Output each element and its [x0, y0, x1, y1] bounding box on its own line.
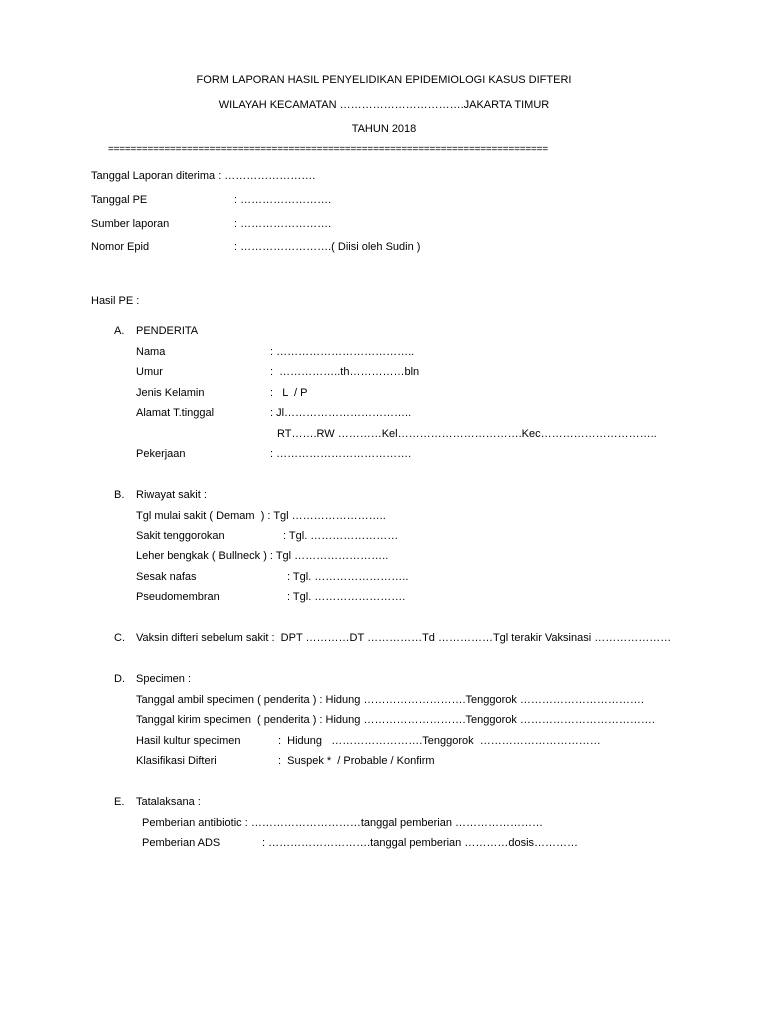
- section-d-title: Specimen :: [136, 673, 192, 685]
- received-date-line: Tanggal Laporan diterima : …………………….: [91, 170, 316, 182]
- pekerjaan-label: Pekerjaan: [136, 448, 186, 460]
- sesak-value: : Tgl. ……………………..: [287, 571, 409, 583]
- sesak-label: Sesak nafas: [136, 571, 197, 583]
- ads-label: Pemberian ADS: [142, 837, 221, 849]
- jenis-kelamin-value: : L / P: [270, 387, 308, 399]
- klasifikasi-value: : Suspek * / Probable / Konfirm: [278, 755, 435, 767]
- pekerjaan-value: : ……………………………….: [270, 448, 412, 460]
- nama-value: : ………………………………..: [270, 346, 415, 358]
- source-label: Sumber laporan: [91, 218, 170, 230]
- pe-date-value: : …………………….: [234, 194, 332, 206]
- pseudomembran-value: : Tgl. …………………….: [287, 591, 406, 603]
- section-b-marker: B.: [114, 489, 125, 501]
- year-line: TAHUN 2018: [351, 123, 417, 135]
- demam-line: Tgl mulai sakit ( Demam ) : Tgl ……………………..: [136, 510, 386, 522]
- divider-rule: ==============================================================================: [108, 144, 548, 155]
- epid-value: : …………………….( Diisi oleh Sudin ): [234, 241, 421, 253]
- vaksin-line: Vaksin difteri sebelum sakit : DPT …………DT ……………Td ……………Tgl terakir Vaksinasi …………………: [136, 632, 672, 644]
- umur-value: : ……………..th……………bln: [270, 366, 420, 378]
- section-a-title: PENDERITA: [136, 325, 199, 337]
- tenggorokan-label: Sakit tenggorokan: [136, 530, 225, 542]
- tenggorokan-value: : Tgl. ……………………: [283, 530, 399, 542]
- source-value: : …………………….: [234, 218, 332, 230]
- nama-label: Nama: [136, 346, 166, 358]
- antibiotic-line: Pemberian antibiotic : …………………………tanggal pemberian ……………………: [142, 817, 544, 829]
- pseudomembran-label: Pseudomembran: [136, 591, 220, 603]
- region-line: WILAYAH KECAMATAN …………………………….JAKARTA TIMUR: [218, 99, 550, 111]
- section-e-marker: E.: [114, 796, 125, 808]
- klasifikasi-label: Klasifikasi Difteri: [136, 755, 217, 767]
- umur-label: Umur: [136, 366, 163, 378]
- alamat-line-2: RT…….RW …………Kel…………………………….Kec…………………………..: [277, 428, 657, 440]
- alamat-label: Alamat T.tinggal: [136, 407, 215, 419]
- section-c-marker: C.: [114, 632, 125, 644]
- form-title: FORM LAPORAN HASIL PENYELIDIKAN EPIDEMIOLOGI KASUS DIFTERI: [196, 74, 572, 86]
- section-b-title: Riwayat sakit :: [136, 489, 207, 501]
- section-a-marker: A.: [114, 325, 125, 337]
- alamat-value: : Jl……………………………..: [270, 407, 412, 419]
- pe-date-label: Tanggal PE: [91, 194, 148, 206]
- hasil-pe-heading: Hasil PE :: [91, 295, 140, 307]
- kultur-label: Hasil kultur specimen: [136, 735, 241, 747]
- leher-bengkak-line: Leher bengkak ( Bullneck ) : Tgl ……………………..: [136, 550, 389, 562]
- ads-value: : ……………………….tanggal pemberian …………dosis…………: [262, 837, 579, 849]
- kirim-specimen-line: Tanggal kirim specimen ( penderita ) : Hidung ……………………….Tenggorok ……………………………….: [136, 714, 655, 726]
- kultur-value: : Hidung …………………….Tenggorok ……………………………: [278, 735, 601, 747]
- section-e-title: Tatalaksana :: [136, 796, 201, 808]
- section-d-marker: D.: [114, 673, 125, 685]
- epid-label: Nomor Epid: [91, 241, 150, 253]
- ambil-specimen-line: Tanggal ambil specimen ( penderita ) : Hidung ……………………….Tenggorok …………………………….: [136, 694, 644, 706]
- jenis-kelamin-label: Jenis Kelamin: [136, 387, 205, 399]
